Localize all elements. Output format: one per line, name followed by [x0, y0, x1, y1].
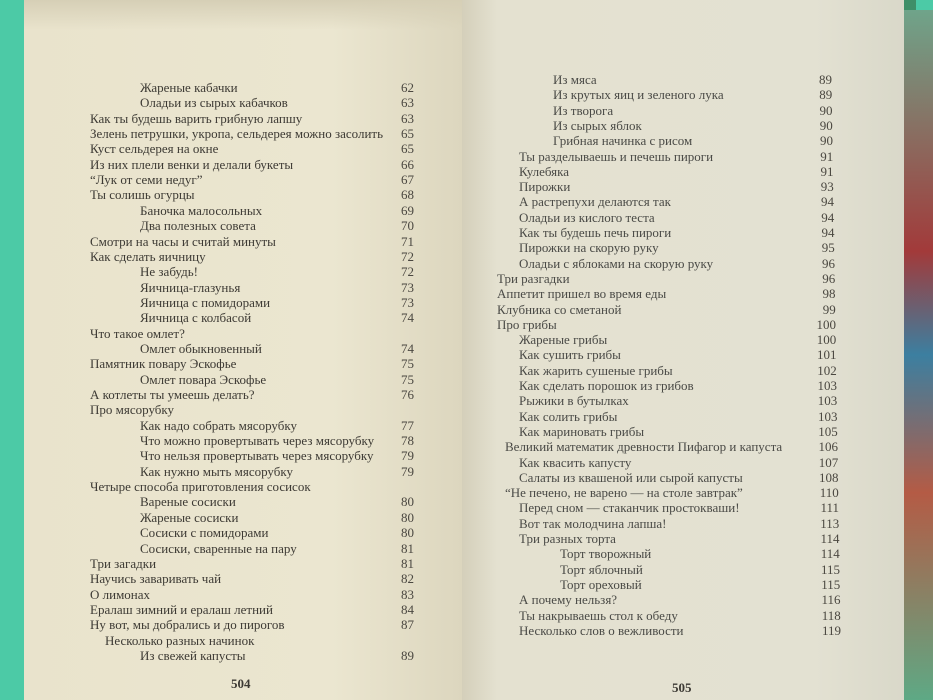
toc-entry-page: 96	[822, 270, 836, 286]
toc-entry-title: Омлет повара Эскофье	[140, 371, 267, 387]
toc-entry-page: 81	[401, 555, 414, 571]
toc-entry-page: 100	[816, 332, 837, 348]
toc-entry-page: 106	[818, 439, 838, 455]
toc-entry-page: 111	[820, 500, 839, 516]
toc-entry-page: 69	[401, 202, 414, 218]
toc-entry-page: 105	[818, 423, 838, 439]
toc-entry-page: 94	[821, 209, 835, 225]
toc-entry-page: 91	[820, 148, 834, 164]
toc-entry-page: 93	[820, 179, 834, 195]
toc-entry-title: Как жарить сушеные грибы	[519, 362, 673, 378]
toc-entry-title: Яичница с колбасой	[140, 310, 252, 326]
toc-entry-title: Как сушить грибы	[519, 347, 621, 363]
toc-entry-title: Перед сном — стаканчик простокваши!	[519, 500, 740, 516]
toc-entry-page: 89	[401, 647, 414, 663]
toc-entry-title: Из них плели венки и делали букеты	[90, 156, 294, 172]
toc-entry-title: Торт творожный	[560, 546, 652, 562]
toc-entry-page: 89	[819, 72, 832, 87]
toc-entry-title: Пирожки на скорую руку	[519, 240, 659, 256]
toc-entry-title: Кулебяка	[519, 163, 570, 179]
toc-entry-page: 118	[821, 607, 841, 623]
toc-entry-title: Рыжики в бутылках	[519, 393, 629, 409]
toc-entry-title: Вареные сосиски	[140, 494, 236, 510]
toc-entry-title: Вот так молодчина лапша!	[519, 515, 667, 531]
toc-entry-title: Баночка малосольных	[140, 202, 263, 218]
toc-entry-page: 89	[819, 87, 833, 103]
toc-entry-page: 79	[401, 463, 414, 479]
toc-entry-title: Несколько слов о вежливости	[519, 622, 684, 638]
toc-entry-page: 63	[401, 95, 414, 111]
toc-entry-page: 94	[821, 225, 835, 240]
toc-entry-title: Четыре способа приготовления сосисок	[90, 479, 311, 495]
toc-entry-title: Торт ореховый	[560, 576, 642, 592]
right-page	[462, 0, 904, 700]
toc-entry-page: 79	[401, 448, 414, 464]
toc-entry-title: Как надо собрать мясорубку	[140, 417, 297, 433]
toc-entry-title: Жареные кабачки	[140, 80, 238, 95]
toc-entry-page: 71	[401, 233, 414, 249]
toc-entry-page: 98	[822, 286, 836, 302]
toc-entry-title: Сосиски с помидорами	[140, 525, 269, 541]
toc-entry-title: Смотри на часы и считай минуты	[90, 233, 276, 249]
toc-entry-page: 73	[401, 294, 414, 310]
toc-entry-title: Как солить грибы	[519, 408, 618, 424]
toc-entry-title: Яичница-глазунья	[140, 279, 241, 295]
toc-entry-title: Яичница с помидорами	[140, 294, 271, 310]
toc-entry-title: Три разных торта	[519, 531, 616, 546]
page-number: 504	[231, 676, 251, 691]
toc-entry-title: Клубника со сметаной	[497, 301, 622, 317]
toc-entry-title: Салаты из квашеной или сырой капусты	[519, 469, 743, 485]
toc-entry-page: 100	[816, 316, 836, 332]
toc-entry-title: Торт яблочный	[560, 561, 643, 577]
toc-entry-page: 83	[401, 586, 414, 602]
toc-entry-page: 115	[821, 576, 841, 592]
toc-entry-title: А котлеты ты умеешь делать?	[90, 387, 255, 402]
toc-entry-title: Как квасить капусту	[519, 454, 632, 470]
toc-entry-page: 74	[401, 340, 414, 356]
toc-entry-title: Как ты будешь печь пироги	[519, 225, 672, 240]
toc-entry-page: 62	[401, 80, 414, 95]
toc-entry-page: 95	[821, 240, 835, 256]
toc-entry-title: Ералаш зимний и ералаш летний	[90, 601, 273, 617]
toc-entry-page: 107	[818, 454, 839, 470]
toc-entry-title: А почему нельзя?	[519, 592, 618, 608]
toc-entry-title: “Не печено, не варено — на столе завтрак”	[505, 485, 743, 501]
toc-entry-title: Куст сельдерея на окне	[90, 141, 219, 157]
toc-entry-title: А растрепухи делаются так	[519, 194, 671, 210]
toc-entry-page: 82	[401, 571, 414, 587]
toc-entry-title: Из сырых яблок	[553, 117, 642, 133]
toc-entry-title: “Лук от семи недуг”	[90, 172, 203, 188]
toc-entry-page: 80	[401, 525, 414, 541]
toc-entry-title: Что нельзя провертывать через мясорубку	[140, 448, 374, 464]
toc-entry-title: Аппетит пришел во время еды	[497, 286, 667, 302]
toc-entry-page: 114	[820, 546, 840, 562]
toc-entry-title: Два полезных совета	[140, 218, 256, 234]
book-cover-edge	[904, 10, 933, 700]
toc-entry-title: Не забудь!	[140, 264, 198, 280]
toc-entry-title: Оладьи из сырых кабачков	[140, 95, 288, 111]
toc-entry-title: Жареные грибы	[519, 332, 608, 348]
toc-entry-page: 78	[401, 433, 414, 449]
toc-entry-page: 80	[401, 494, 414, 510]
toc-entry-page: 103	[818, 408, 838, 424]
toc-entry-page: 103	[817, 378, 837, 393]
toc-entry-page: 96	[822, 255, 835, 271]
left-page	[24, 0, 464, 700]
toc-entry-title: Про мясорубку	[90, 402, 175, 418]
toc-entry-page: 81	[401, 540, 414, 556]
toc-entry-page: 75	[401, 371, 414, 387]
toc-entry-title: Ты солишь огурцы	[90, 187, 195, 203]
toc-entry-title: Как нужно мыть мясорубку	[140, 463, 294, 479]
toc-entry-title: Грибная начинка с рисом	[553, 133, 693, 149]
toc-entry-title: О лимонах	[90, 586, 151, 602]
toc-entry-page: 72	[401, 264, 414, 280]
toc-entry-title: Три разгадки	[497, 270, 570, 286]
toc-entry-title: Как сделать порошок из грибов	[519, 378, 694, 393]
toc-entry-title: Сосиски, сваренные на пару	[140, 540, 297, 556]
toc-entry-page: 84	[401, 601, 414, 617]
toc-entry-page: 73	[401, 279, 414, 295]
toc-entry-title: Про грибы	[497, 316, 557, 332]
toc-entry-page: 91	[820, 163, 834, 179]
toc-entry-page: 90	[819, 117, 833, 133]
toc-entry-page: 119	[821, 622, 841, 638]
toc-entry-page: 90	[819, 102, 833, 118]
toc-entry-title: Оладьи с яблоками на скорую руку	[519, 255, 714, 271]
toc-entry-page: 94	[821, 194, 834, 210]
toc-entry-page: 70	[401, 218, 414, 234]
toc-entry-page: 63	[401, 110, 414, 126]
toc-entry-page: 103	[817, 393, 838, 409]
toc-entry-title: Несколько разных начинок	[105, 632, 255, 648]
toc-entry-page: 68	[401, 187, 414, 203]
toc-entry-page: 110	[819, 485, 839, 501]
toc-entry-page: 65	[401, 126, 414, 142]
toc-entry-page: 99	[822, 301, 836, 317]
toc-entry-page: 75	[401, 356, 414, 372]
toc-entry-title: Памятник повару Эскофье	[90, 356, 237, 372]
toc-entry-title: Научись заваривать чай	[90, 571, 222, 587]
toc-entry-title: Зелень петрушки, укропа, сельдерея можно засолить	[90, 126, 384, 142]
toc-entry-title: Три загадки	[90, 555, 157, 571]
toc-entry-title: Ты накрываешь стол к обеду	[519, 607, 678, 623]
toc-entry-title: Как ты будешь варить грибную лапшу	[90, 110, 303, 126]
toc-entry-title: Оладьи из кислого теста	[519, 209, 655, 225]
toc-entry-page: 87	[401, 617, 414, 633]
toc-entry-page: 74	[401, 310, 414, 326]
toc-entry-page: 108	[819, 469, 839, 485]
toc-entry-page: 76	[401, 387, 414, 402]
toc-entry-title: Пирожки	[519, 179, 571, 195]
toc-entry-title: Из творога	[553, 102, 614, 118]
toc-entry-page: 80	[401, 509, 414, 525]
toc-entry-title: Как мариновать грибы	[519, 423, 645, 439]
toc-entry-page: 114	[820, 531, 840, 546]
toc-entry-title: Из крутых яиц и зеленого лука	[553, 87, 724, 103]
toc-entry-page: 101	[817, 347, 837, 363]
toc-entry-title: Из свежей капусты	[140, 647, 246, 663]
toc-entry-page: 66	[401, 156, 414, 172]
toc-entry-page: 72	[401, 248, 414, 264]
toc-entry-title: Что можно провертывать через мясорубку	[140, 433, 375, 449]
toc-entry-title: Ты разделываешь и печешь пироги	[519, 148, 714, 164]
toc-entry-page: 90	[820, 133, 833, 149]
toc-entry-title: Из мяса	[553, 72, 597, 87]
toc-entry-page: 67	[401, 172, 414, 188]
toc-entry-title: Жареные сосиски	[140, 509, 239, 525]
toc-entry-page: 115	[820, 561, 840, 577]
toc-entry-title: Что такое омлет?	[90, 325, 185, 341]
toc-entry-page: 102	[817, 362, 837, 378]
toc-entry-page: 113	[820, 515, 840, 531]
page-number: 505	[672, 680, 692, 695]
toc-entry-title: Ну вот, мы добрались и до пирогов	[90, 617, 285, 633]
toc-entry-title: Омлет обыкновенный	[140, 340, 262, 356]
toc-entry-page: 77	[401, 417, 414, 433]
toc-entry-title: Как сделать яичницу	[90, 248, 206, 264]
toc-entry-page: 65	[401, 141, 414, 157]
toc-entry-title: Великий математик древности Пифагор и капуста	[505, 439, 783, 455]
toc-entry-page: 116	[821, 592, 841, 608]
